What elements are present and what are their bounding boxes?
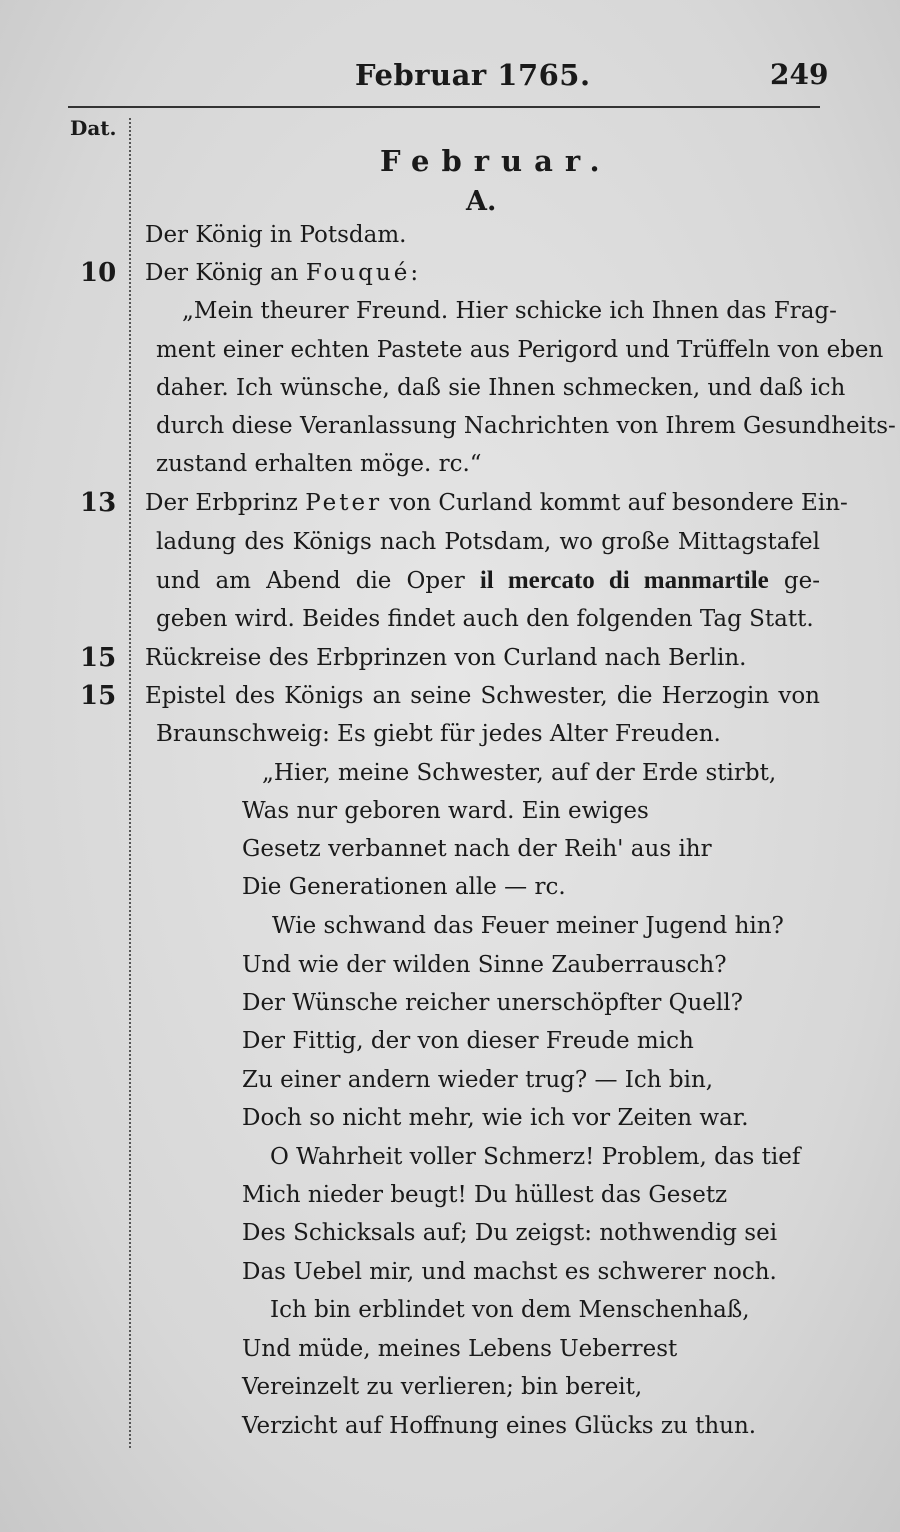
entry-line: Epistel des Königs an seine Schwester, die Herzogin von — [145, 683, 820, 709]
poem-line: Der Fittig, der von dieser Freude mich — [242, 1028, 694, 1054]
entry-intro: Der König in Potsdam. — [145, 222, 407, 248]
poem-line: Gesetz verbannet nach der Reih' aus ihr — [242, 836, 712, 862]
letter-text-line: durch diese Veranlassung Nachrichten von Ihrem Gesundheits- — [156, 413, 896, 439]
poem-line: Ich bin erblindet von dem Menschenhaß, — [270, 1297, 750, 1323]
entry-text: ge- — [768, 568, 820, 594]
header-rule — [68, 106, 820, 108]
poem-line: Verzicht auf Hoffnung eines Glücks zu thun. — [242, 1413, 757, 1439]
poem-line: Mich nieder beugt! Du hüllest das Gesetz — [242, 1182, 728, 1208]
entry-line: Braunschweig: Es giebt für jedes Alter Freuden. — [156, 721, 721, 747]
letter-text-line: „Mein theurer Freund. Hier schicke ich Ihnen das Frag- — [182, 298, 837, 324]
letter-text-line: daher. Ich wünsche, daß sie Ihnen schmecken, und daß ich — [156, 375, 846, 401]
entry-text: Der König an — [145, 260, 306, 286]
poem-line: Vereinzelt zu verlieren; bin bereit, — [242, 1374, 643, 1400]
letter-text-line: ment einer echten Pastete aus Perigord und Trüffeln von eben — [156, 337, 884, 363]
page-number: 249 — [770, 58, 829, 91]
poem-line: Das Uebel mir, und machst es schwerer noch. — [242, 1259, 777, 1285]
letter-text-line: zustand erhalten möge. rc.“ — [156, 451, 482, 477]
entry-date: 13 — [80, 488, 117, 518]
poem-line: Die Generationen alle — rc. — [242, 874, 566, 900]
section-letter: A. — [466, 186, 497, 217]
entry-line — [145, 260, 421, 286]
entry-text: und am Abend die Oper — [156, 568, 480, 594]
running-head — [0, 58, 900, 98]
entry-line: ladung des Königs nach Potsdam, wo große Mittagstafel — [156, 529, 820, 555]
entry-text: Der Erbprinz — [145, 490, 306, 516]
poem-line: O Wahrheit voller Schmerz! Problem, das tief — [270, 1144, 801, 1170]
entry-date: 15 — [80, 681, 117, 711]
poem-line: „Hier, meine Schwester, auf der Erde stirbt, — [262, 760, 777, 786]
section-title: Februar. — [380, 144, 612, 178]
entry-line — [145, 490, 848, 516]
date-column-label: Dat. — [70, 116, 117, 140]
person-name: Fouqué: — [305, 260, 422, 286]
running-head-title: Februar 1765. — [355, 58, 591, 92]
opera-title: il mercato di manmartile — [479, 567, 769, 594]
poem-line: Was nur geboren ward. Ein ewiges — [242, 798, 649, 824]
entry-date: 10 — [80, 258, 117, 288]
date-column-rule — [129, 118, 131, 1448]
poem-line: Des Schicksals auf; Du zeigst: nothwendig sei — [242, 1220, 778, 1246]
poem-line: Der Wünsche reicher unerschöpfter Quell? — [242, 990, 743, 1016]
poem-line: Und wie der wilden Sinne Zauberrausch? — [242, 952, 727, 978]
entry-line — [156, 567, 820, 595]
poem-line: Doch so nicht mehr, wie ich vor Zeiten war. — [242, 1105, 749, 1131]
entry-text: von Curland kommt auf besondere Ein- — [382, 490, 848, 516]
poem-line: Wie schwand das Feuer meiner Jugend hin? — [272, 913, 784, 939]
entry-date: 15 — [80, 643, 117, 673]
person-name: Peter — [305, 490, 383, 516]
entry-line: Rückreise des Erbprinzen von Curland nach Berlin. — [145, 645, 747, 671]
poem-line: Zu einer andern wieder trug? — Ich bin, — [242, 1067, 714, 1093]
poem-line: Und müde, meines Lebens Ueberrest — [242, 1336, 678, 1362]
entry-line: geben wird. Beides findet auch den folgenden Tag Statt. — [156, 606, 814, 632]
